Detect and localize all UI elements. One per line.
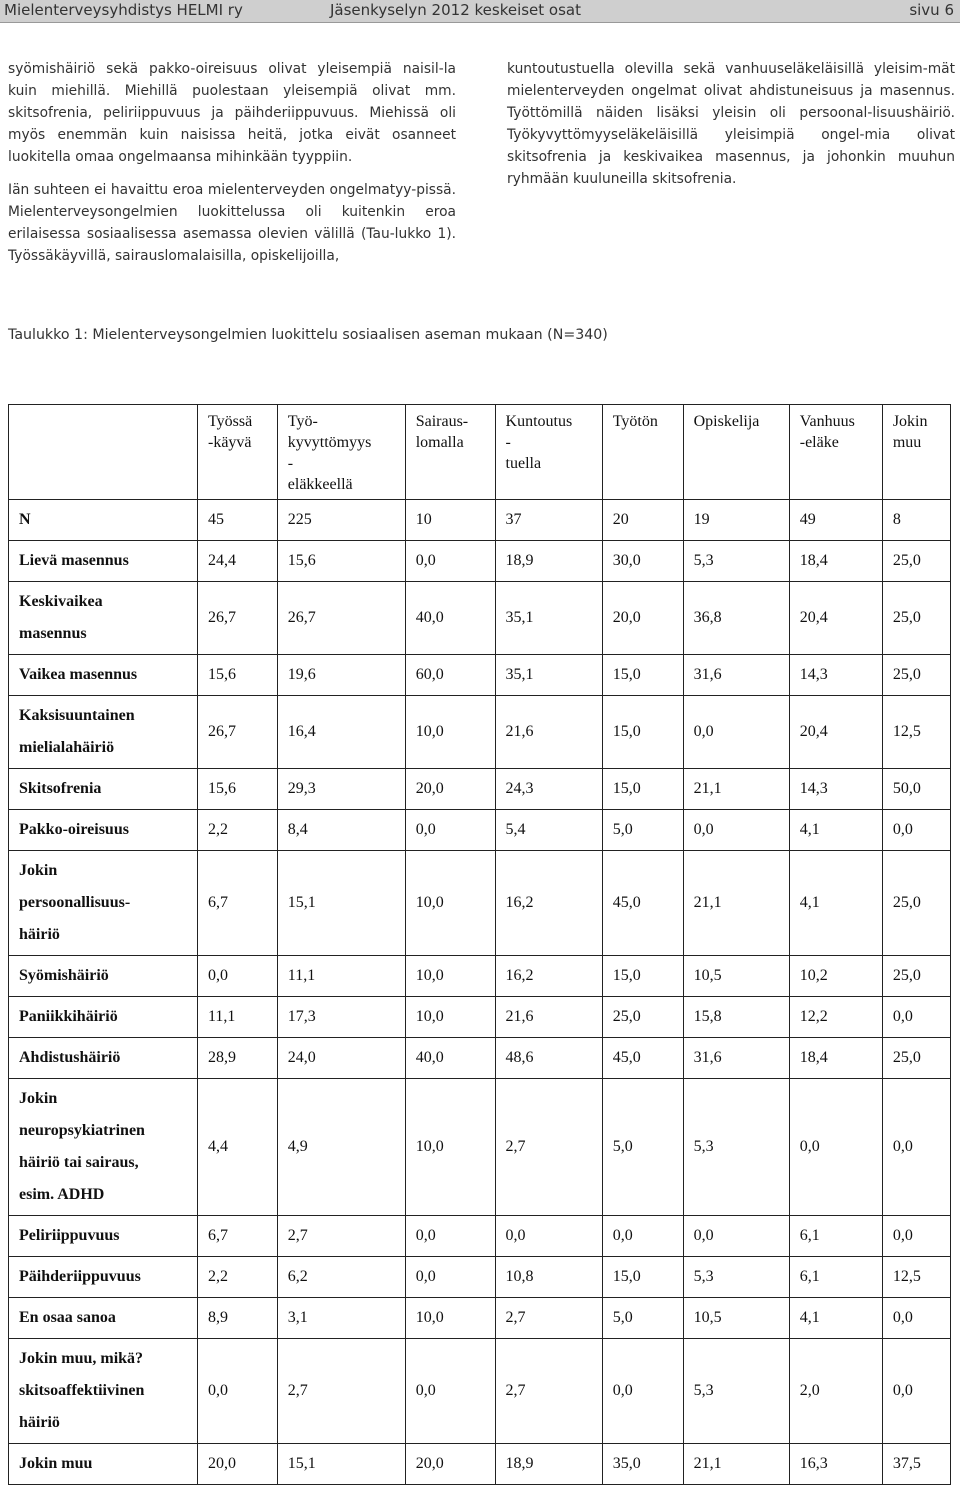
- table-cell: 0,0: [495, 1216, 602, 1257]
- row-label: [9, 769, 198, 810]
- row-label: [9, 997, 198, 1038]
- table-cell: 0,0: [405, 541, 495, 582]
- column-header-line: Jokin: [892, 413, 928, 430]
- table-cell: 4,1: [789, 810, 882, 851]
- table-cell: 0,0: [198, 956, 278, 997]
- table-cell: 0,0: [405, 1257, 495, 1298]
- column-header-line: -eläke: [799, 434, 839, 451]
- table-cell: 21,1: [683, 1444, 789, 1485]
- table-cell: 17,3: [277, 997, 405, 1038]
- row-label-line: Lievä masennus: [19, 552, 129, 569]
- row-label-line: Keskivaikea: [19, 593, 103, 610]
- column-header-line: kyvyttömyys: [287, 434, 372, 451]
- table-cell: 26,7: [277, 582, 405, 655]
- table-cell: 5,3: [683, 1339, 789, 1444]
- table-cell: 25,0: [882, 541, 950, 582]
- table-column-header: [602, 405, 683, 500]
- row-label-line: mielialahäiriö: [19, 739, 115, 756]
- column-header-line: -käyvä: [208, 434, 252, 451]
- table-row: [9, 541, 951, 582]
- table-row: [9, 1339, 951, 1444]
- row-label: [9, 956, 198, 997]
- table-cell: 15,0: [602, 655, 683, 696]
- table-cell: 35,0: [602, 1444, 683, 1485]
- table-cell: 0,0: [602, 1216, 683, 1257]
- table-cell: 21,6: [495, 696, 602, 769]
- table-row: [9, 1298, 951, 1339]
- table-cell: 12,5: [882, 696, 950, 769]
- table-cell: 2,7: [495, 1339, 602, 1444]
- table-row: [9, 1079, 951, 1216]
- row-label: [9, 500, 198, 541]
- table-cell: 35,1: [495, 655, 602, 696]
- table-row: [9, 655, 951, 696]
- table-cell: 8,9: [198, 1298, 278, 1339]
- table-cell: 40,0: [405, 1038, 495, 1079]
- row-label-line: neuropsykiatrinen: [19, 1122, 145, 1139]
- table-cell: 0,0: [683, 810, 789, 851]
- table-cell: 2,0: [789, 1339, 882, 1444]
- row-label-line: Vaikea masennus: [19, 666, 138, 683]
- table-row: [9, 696, 951, 769]
- table-cell: 24,4: [198, 541, 278, 582]
- table-column-header: [277, 405, 405, 500]
- table-cell: 25,0: [882, 582, 950, 655]
- table-cell: 0,0: [789, 1079, 882, 1216]
- table-cell: 15,6: [198, 655, 278, 696]
- column-header-line: tuella: [505, 455, 542, 472]
- table-cell: 2,7: [277, 1216, 405, 1257]
- row-label: [9, 1339, 198, 1444]
- table-cell: 25,0: [882, 851, 950, 956]
- table-cell: 20,4: [789, 696, 882, 769]
- table-cell: 31,6: [683, 1038, 789, 1079]
- table-cell: 11,1: [277, 956, 405, 997]
- table-cell: 8: [882, 500, 950, 541]
- data-table: [8, 404, 951, 1485]
- table-cell: 19: [683, 500, 789, 541]
- table-cell: 21,1: [683, 851, 789, 956]
- table-column-header: [405, 405, 495, 500]
- row-label: [9, 696, 198, 769]
- table-cell: 4,1: [789, 1298, 882, 1339]
- table-cell: 24,3: [495, 769, 602, 810]
- table-cell: 0,0: [683, 696, 789, 769]
- row-label-line: masennus: [19, 625, 87, 642]
- table-cell: 6,1: [789, 1257, 882, 1298]
- row-label-line: Skitsofrenia: [19, 780, 102, 797]
- table-cell: 18,9: [495, 541, 602, 582]
- table-cell: 0,0: [882, 1298, 950, 1339]
- table-cell: 30,0: [602, 541, 683, 582]
- table-row: [9, 851, 951, 956]
- table-cell: 21,1: [683, 769, 789, 810]
- table-cell: 4,4: [198, 1079, 278, 1216]
- table-cell: 16,3: [789, 1444, 882, 1485]
- row-label: [9, 1216, 198, 1257]
- table-column-header: [683, 405, 789, 500]
- table-cell: 10,0: [405, 1298, 495, 1339]
- table-cell: 2,2: [198, 810, 278, 851]
- row-label-line: häiriö tai sairaus,: [19, 1154, 139, 1171]
- table-cell: 40,0: [405, 582, 495, 655]
- row-label-line: esim. ADHD: [19, 1186, 105, 1203]
- column-header-line: muu: [892, 434, 922, 451]
- row-label-line: Jokin: [19, 862, 58, 879]
- table-cell: 45,0: [602, 851, 683, 956]
- table-row: [9, 997, 951, 1038]
- table-cell: 10,8: [495, 1257, 602, 1298]
- table-cell: 20,0: [405, 1444, 495, 1485]
- column-header-line: Sairaus-: [415, 413, 469, 430]
- table-cell: 45: [198, 500, 278, 541]
- table-cell: 5,3: [683, 1079, 789, 1216]
- table-column-header: [495, 405, 602, 500]
- table-cell: 10: [405, 500, 495, 541]
- header-document-title: Jäsenkyselyn 2012 keskeiset osat: [330, 1, 582, 19]
- row-label-line: Jokin: [19, 1090, 58, 1107]
- table-cell: 36,8: [683, 582, 789, 655]
- header-page-number: sivu 6: [909, 1, 954, 19]
- table-cell: 25,0: [882, 655, 950, 696]
- row-label: [9, 1298, 198, 1339]
- text-column-left: [8, 58, 456, 267]
- table-row: [9, 956, 951, 997]
- table-cell: 11,1: [198, 997, 278, 1038]
- row-label-line: Jokin muu: [19, 1455, 93, 1472]
- table-row: [9, 1038, 951, 1079]
- row-label: [9, 655, 198, 696]
- table-cell: 20,4: [789, 582, 882, 655]
- row-label-line: persoonallisuus-: [19, 894, 131, 911]
- table-column-header: [198, 405, 278, 500]
- table-cell: 15,6: [277, 541, 405, 582]
- table-cell: 37,5: [882, 1444, 950, 1485]
- paragraph: kuntoutustuella olevilla sekä vanhuuseläkeläisillä yleisim-mät mielenterveyden ongelmat olivat ahdistuneisuus ja masennus. Työttömillä näiden lisäksi yleisin oli persoonal-lisuushäiriö. Työkyvyttömyyseläkeläisillä yleisimpiä ongel-mia olivat skitsofrenia ja keskivaikea masennus, ja johonkin muuhun ryhmään kuuluneilla skitsofrenia.: [507, 61, 955, 187]
- table-cell: 25,0: [602, 997, 683, 1038]
- table-cell: 16,2: [495, 956, 602, 997]
- table-cell: 25,0: [882, 956, 950, 997]
- row-label: [9, 810, 198, 851]
- table-cell: 0,0: [602, 1339, 683, 1444]
- table-cell: 20,0: [405, 769, 495, 810]
- column-header-line: -: [287, 455, 294, 472]
- column-header-line: Vanhuus: [799, 413, 855, 430]
- table-cell: 5,3: [683, 541, 789, 582]
- table-row: [9, 582, 951, 655]
- table-cell: 14,3: [789, 769, 882, 810]
- table-cell: 4,1: [789, 851, 882, 956]
- row-label-line: Ahdistushäiriö: [19, 1049, 121, 1066]
- table-row: [9, 500, 951, 541]
- page-header: [0, 0, 960, 23]
- table-cell: 24,0: [277, 1038, 405, 1079]
- row-label-line: En osaa sanoa: [19, 1309, 116, 1326]
- row-label-line: Syömishäiriö: [19, 967, 109, 984]
- row-label-line: N: [19, 511, 31, 528]
- paragraph: Iän suhteen ei havaittu eroa mielenterveyden ongelmatyy-pissä. Mielenterveysongelmien luokittelussa oli kuitenkin eroa erilaisessa sosiaalisessa asemassa olevien välillä (Tau-lukko 1). Työssäkäyvillä, sairauslomalaisilla, opiskelijoilla,: [8, 182, 456, 264]
- table-cell: 2,2: [198, 1257, 278, 1298]
- table-cell: 10,0: [405, 956, 495, 997]
- table-cell: 5,3: [683, 1257, 789, 1298]
- paragraph: syömishäiriö sekä pakko-oireisuus olivat yleisempiä naisil-la kuin miehillä. Miehillä puolestaan yleisempiä olivat mm. skitsofrenia, peliriippuvuus ja päihderiippuvuus. Miehissä oli myös enemmän kuin naisissa heitä, jotka eivät osanneet luokitella omaa ongelmaansa mihinkään tyyppiin.: [8, 61, 456, 165]
- table-cell: 0,0: [683, 1216, 789, 1257]
- table-cell: 10,0: [405, 696, 495, 769]
- table-cell: 15,0: [602, 769, 683, 810]
- row-label-line: Jokin muu, mikä?: [19, 1350, 144, 1367]
- row-label-line: Päihderiippuvuus: [19, 1268, 141, 1285]
- table-cell: 14,3: [789, 655, 882, 696]
- row-label-line: Peliriippuvuus: [19, 1227, 120, 1244]
- table-cell: 5,0: [602, 810, 683, 851]
- table-header-corner: [9, 405, 198, 500]
- table-row: [9, 810, 951, 851]
- table-cell: 0,0: [882, 1216, 950, 1257]
- column-header-line: eläkkeellä: [287, 476, 353, 493]
- table-cell: 26,7: [198, 696, 278, 769]
- table-cell: 5,0: [602, 1079, 683, 1216]
- table-cell: 20: [602, 500, 683, 541]
- row-label: [9, 851, 198, 956]
- table-cell: 10,5: [683, 1298, 789, 1339]
- table-cell: 0,0: [405, 1339, 495, 1444]
- table-cell: 15,1: [277, 1444, 405, 1485]
- table-cell: 18,9: [495, 1444, 602, 1485]
- table-cell: 0,0: [882, 1339, 950, 1444]
- table-cell: 8,4: [277, 810, 405, 851]
- table-cell: 2,7: [495, 1079, 602, 1216]
- table-cell: 45,0: [602, 1038, 683, 1079]
- table-cell: 5,4: [495, 810, 602, 851]
- column-header-line: Työtön: [612, 413, 658, 430]
- row-label-line: Pakko-oireisuus: [19, 821, 129, 838]
- table-row: [9, 1216, 951, 1257]
- table-column-header: [789, 405, 882, 500]
- table-row: [9, 1444, 951, 1485]
- table-cell: 12,5: [882, 1257, 950, 1298]
- table-cell: 6,2: [277, 1257, 405, 1298]
- table-cell: 2,7: [277, 1339, 405, 1444]
- table-cell: 60,0: [405, 655, 495, 696]
- column-header-line: lomalla: [415, 434, 464, 451]
- table-cell: 28,9: [198, 1038, 278, 1079]
- table-cell: 6,7: [198, 1216, 278, 1257]
- table-cell: 10,0: [405, 851, 495, 956]
- table-cell: 15,8: [683, 997, 789, 1038]
- table-cell: 3,1: [277, 1298, 405, 1339]
- row-label-line: Kaksisuuntainen: [19, 707, 135, 724]
- table-cell: 20,0: [602, 582, 683, 655]
- table-cell: 15,0: [602, 956, 683, 997]
- table-cell: 0,0: [882, 1079, 950, 1216]
- table-cell: 15,0: [602, 1257, 683, 1298]
- table-cell: 29,3: [277, 769, 405, 810]
- header-organization: Mielenterveysyhdistys HELMI ry: [4, 1, 243, 19]
- table-cell: 19,6: [277, 655, 405, 696]
- column-header-line: Kuntoutus: [505, 413, 573, 430]
- table-cell: 50,0: [882, 769, 950, 810]
- row-label: [9, 582, 198, 655]
- row-label-line: Paniikkihäiriö: [19, 1008, 118, 1025]
- table-cell: 18,4: [789, 1038, 882, 1079]
- table-cell: 16,4: [277, 696, 405, 769]
- table-cell: 26,7: [198, 582, 278, 655]
- row-label-line: skitsoaffektiivinen: [19, 1382, 145, 1399]
- table-cell: 0,0: [198, 1339, 278, 1444]
- table-cell: 10,5: [683, 956, 789, 997]
- table-cell: 10,0: [405, 1079, 495, 1216]
- table-cell: 31,6: [683, 655, 789, 696]
- table-cell: 0,0: [405, 1216, 495, 1257]
- text-column-right: [507, 58, 955, 190]
- table-cell: 4,9: [277, 1079, 405, 1216]
- table-cell: 18,4: [789, 541, 882, 582]
- row-label: [9, 541, 198, 582]
- table-cell: 48,6: [495, 1038, 602, 1079]
- row-label: [9, 1079, 198, 1216]
- table-cell: 5,0: [602, 1298, 683, 1339]
- table-cell: 15,1: [277, 851, 405, 956]
- table-cell: 2,7: [495, 1298, 602, 1339]
- row-label: [9, 1444, 198, 1485]
- table-caption: Taulukko 1: Mielenterveysongelmien luokittelu sosiaalisen aseman mukaan (N=340): [8, 327, 608, 343]
- table-cell: 12,2: [789, 997, 882, 1038]
- table-cell: 20,0: [198, 1444, 278, 1485]
- column-header-line: -: [505, 434, 511, 451]
- table-row: [9, 1257, 951, 1298]
- column-header-line: Työssä: [208, 413, 253, 430]
- table-cell: 225: [277, 500, 405, 541]
- table-cell: 15,6: [198, 769, 278, 810]
- table-header-row: [9, 405, 951, 500]
- table-column-header: [882, 405, 950, 500]
- table-cell: 25,0: [882, 1038, 950, 1079]
- row-label: [9, 1257, 198, 1298]
- table-cell: 6,1: [789, 1216, 882, 1257]
- row-label: [9, 1038, 198, 1079]
- row-label-line: häiriö: [19, 1414, 60, 1431]
- column-header-line: Työ-: [287, 413, 318, 430]
- table-cell: 35,1: [495, 582, 602, 655]
- table-cell: 15,0: [602, 696, 683, 769]
- table-cell: 10,2: [789, 956, 882, 997]
- table-cell: 0,0: [882, 810, 950, 851]
- table-cell: 49: [789, 500, 882, 541]
- table-body: [9, 500, 951, 1485]
- column-header-line: Opiskelija: [693, 413, 760, 430]
- table-cell: 37: [495, 500, 602, 541]
- table-cell: 16,2: [495, 851, 602, 956]
- table-cell: 0,0: [405, 810, 495, 851]
- row-label-line: häiriö: [19, 926, 60, 943]
- table-cell: 6,7: [198, 851, 278, 956]
- table-cell: 0,0: [882, 997, 950, 1038]
- table-cell: 21,6: [495, 997, 602, 1038]
- table-row: [9, 769, 951, 810]
- table-cell: 10,0: [405, 997, 495, 1038]
